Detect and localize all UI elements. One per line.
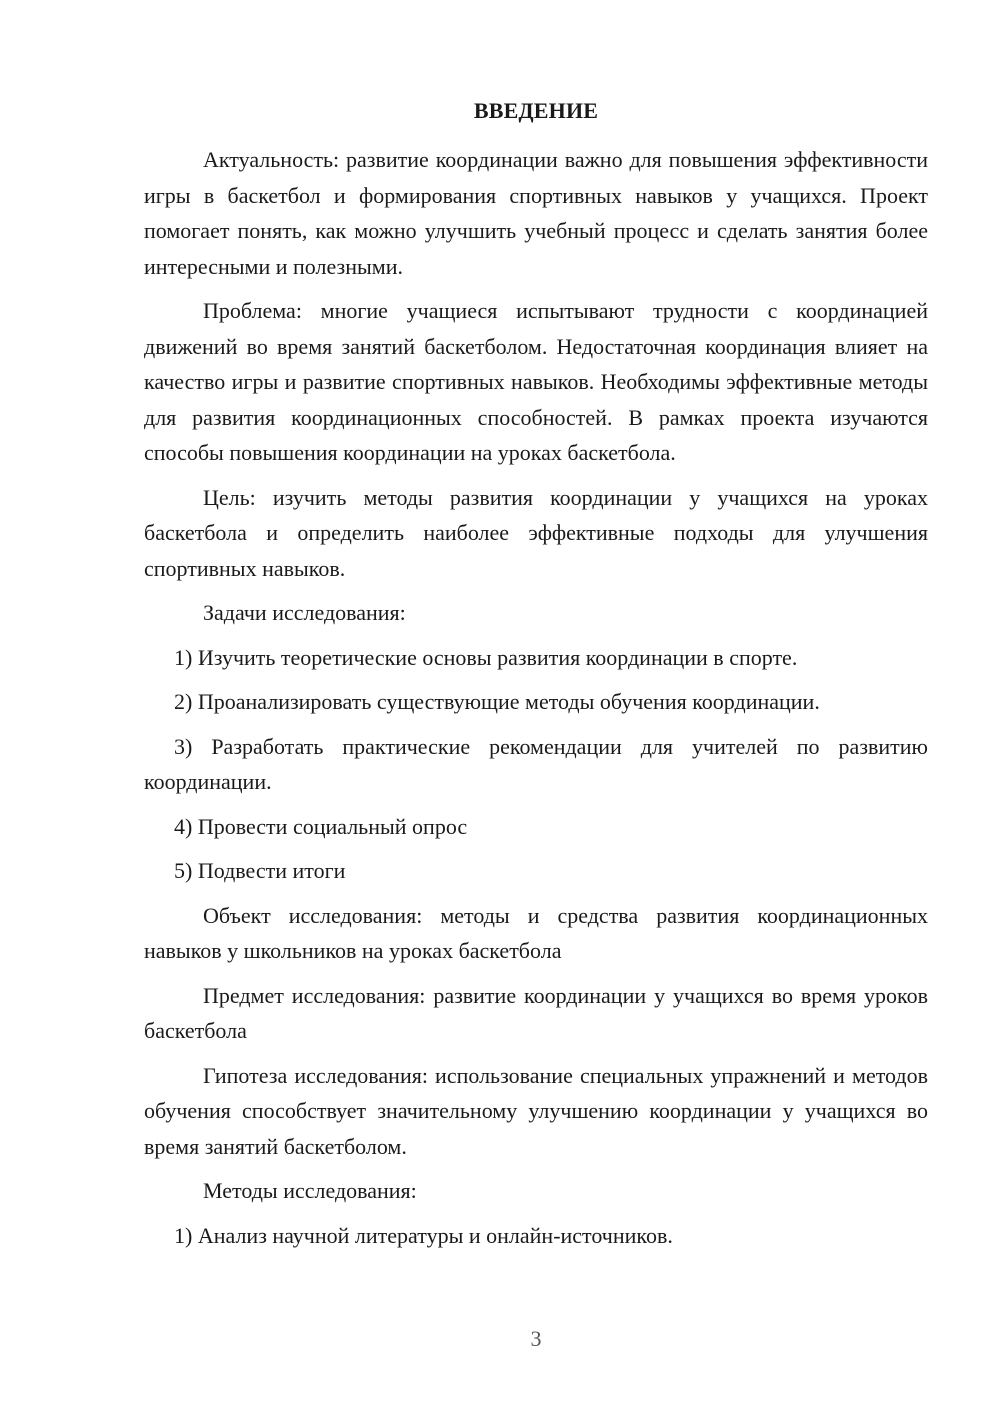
- page-number: 3: [530, 1326, 542, 1351]
- paragraph-goal: Цель: изучить методы развития координации у учащихся на уроках баскетбола и определить наиболее эффективные подходы для улучшения спортивных навыков.: [144, 484, 928, 581]
- task-item: 5) Подвести итоги: [174, 858, 346, 883]
- task-item: 3) Разработать практические рекомендации для учителей по развитию координации.: [144, 733, 928, 794]
- page-title: ВВЕДЕНИЕ: [473, 98, 599, 123]
- paragraph-object: Объект исследования: методы и средства развития координационных навыков у школьников на уроках баскетбола: [144, 902, 928, 963]
- paragraph-hypothesis: Гипотеза исследования: использование специальных упражнений и методов обучения способствует значительному улучшению координации у учащихся во время занятий баскетболом.: [144, 1062, 928, 1159]
- method-item: 1) Анализ научной литературы и онлайн-источников.: [174, 1222, 673, 1248]
- paragraph-subject: Предмет исследования: развитие координации у учащихся во время уроков баскетбола: [144, 982, 928, 1043]
- paragraph-methods-heading: Методы исследования:: [203, 1178, 417, 1203]
- task-item: 4) Провести социальный опрос: [174, 813, 468, 839]
- paragraph-problem: Проблема: многие учащиеся испытывают трудности с координацией движений во время занятий баскетболом. Недостаточная координация влияет на качество игры и развитие спортивных навыков. Необходимы эффективные методы для развития координационных способностей. В рамках проекта изучаются способы повышения координации на уроках баскетбола.: [144, 298, 928, 465]
- paragraph-relevance: Актуальность: развитие координации важно для повышения эффективности игры в баскетбол и формирования спортивных навыков у учащихся. Проект помогает понять, как можно улучшить учебный процесс и сделать занятия более интересными и полезными.: [144, 147, 928, 279]
- page-content: [144, 142, 928, 1262]
- task-item: 2) Проанализировать существующие методы обучения координации.: [174, 689, 820, 714]
- task-item: 1) Изучить теоретические основы развития координации в спорте.: [174, 644, 798, 670]
- paragraph-tasks-heading: Задачи исследования:: [203, 600, 406, 625]
